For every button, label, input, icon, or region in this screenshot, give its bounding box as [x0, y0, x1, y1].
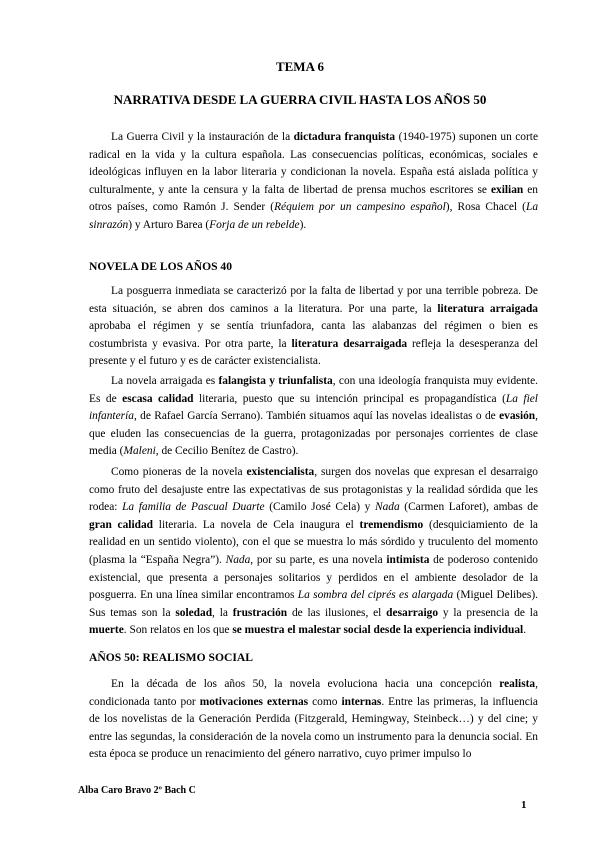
- bold-text: exilian: [490, 183, 524, 196]
- intro-paragraph: [89, 129, 538, 235]
- text-run: literaria. La novela de Cela inaugura el: [153, 518, 360, 531]
- text-run: La posguerra inmediata se caracterizó por la falta de libertad y por una terrible pobreza. De esta situación, se abren dos caminos a la literatura. Por una parte, la: [89, 285, 538, 315]
- text-run: . Entre las primeras, la influencia de los novelistas de la Generación Perdida (Fitzgerald, Hemingway, Steinbeck…) y del cine; y entre las segundas, la consideración de la novela como un instrumento para la denuncia social. En esta época se produce un renacimiento del género narrativo, cuyo primer impulso lo: [89, 695, 538, 761]
- page-number: 1: [521, 799, 527, 811]
- bold-text: muerte: [89, 624, 124, 637]
- italic-text: Nada: [374, 501, 400, 514]
- bold-text: se muestra el malestar social desde la experiencia individual: [232, 624, 524, 637]
- text-run: , que eluden las consecuencias de la guerra, protagonizadas por personajes corrientes de clase media (: [89, 410, 538, 458]
- text-run: de poderoso contenido existencial, que presenta a personajes solitarios y perdidos en el ambiente desolador de la posguerra. En una línea similar encontramos: [89, 553, 538, 602]
- bold-text: gran calidad: [89, 518, 154, 531]
- text-run: La Guerra Civil y la instauración de la: [111, 131, 294, 143]
- paragraph-realismo-social: [89, 676, 538, 764]
- text-run: La novela arraigada es: [111, 375, 219, 387]
- bold-text: realista: [499, 678, 536, 690]
- text-run: , de Rafael García Serrano). También situamos aquí las novelas idealistas o de: [133, 410, 500, 423]
- paragraph-posguerra: [89, 283, 538, 371]
- text-run: literaria, puesto que su intención principal es propagandística (: [193, 392, 506, 405]
- text-run: en otros países, como Ramón J. Sender (: [89, 183, 538, 214]
- text-run: , la: [212, 606, 233, 619]
- text-run: como: [308, 695, 342, 708]
- text-run: (Miguel Delibes). Sus temas son la: [89, 589, 538, 619]
- bold-text: dictadura franquista: [293, 131, 396, 143]
- text-run: (Carmen Laforet), ambas de: [399, 501, 538, 514]
- text-run: .: [523, 624, 527, 637]
- text-run: . Son relatos en los que: [123, 624, 233, 637]
- bold-text: intimista: [386, 553, 430, 566]
- text-run: En la década de los años 50, la novela evoluciona hacia una concepción: [111, 678, 500, 690]
- text-run: , con una ideología franquista muy evidente. Es de: [89, 375, 538, 405]
- italic-text: La familia de Pascual Duarte: [122, 501, 265, 514]
- text-run: aprobaba el régimen y se sentía triunfadora, canta las alabanzas del régimen o bien es costumbrista y evasiva. Por otra parte, la: [89, 320, 538, 350]
- italic-text: Maleni: [123, 445, 156, 458]
- italic-text: Réquiem por un campesino español: [274, 201, 446, 214]
- topic-number: TEMA 6: [275, 59, 325, 74]
- italic-text: La sombra del ciprés es alargada: [297, 589, 454, 602]
- bold-text: evasión: [499, 410, 536, 423]
- paragraph-existencialista: [89, 464, 538, 640]
- section-heading-40s: NOVELA DE LOS AÑOS 40: [89, 260, 233, 273]
- text-run: , de Cecilio Benítez de Castro).: [155, 445, 299, 458]
- text-run: , surgen dos novelas que expresan el desarraigo como fruto del desajuste entre las expectativas de sus protagonistas y la realidad sórdida que les rodea:: [89, 466, 538, 514]
- paragraph-novela-arraigada: [89, 373, 538, 461]
- text-run: ), Rosa Chacel (: [445, 201, 526, 214]
- text-run: , condicionada tanto por: [89, 678, 538, 708]
- text-run: ).: [299, 218, 307, 231]
- text-run: y la presencia de la: [438, 606, 538, 619]
- text-run: (1940-1975) suponen un corte radical en la vida y la cultura española. Las consecuencias políticas, económicas, sociales e ideológicas influyen en la labor literaria y condicionan la novela. España está aislada política y culturalmente, y ante la censura y la falta de libertad de prensa muchos escritores se: [89, 131, 539, 196]
- footer-author: Alba Caro Bravo 2º Bach C: [78, 785, 196, 796]
- italic-text: La fiel infantería: [89, 392, 538, 423]
- text-run: ) y Arturo Barea (: [128, 218, 210, 231]
- bold-text: desarraigo: [386, 606, 439, 619]
- text-run: (desquiciamiento de la realidad en un sentido violento), con el que se muestra lo más sórdido y truculento del momento (plasma la “España Negra”).: [89, 518, 538, 566]
- bold-text: existencialista: [246, 466, 315, 478]
- bold-text: frustración: [232, 606, 288, 619]
- bold-text: literatura desarraigada: [291, 337, 408, 350]
- text-run: , por su parte, es una novela: [250, 553, 387, 566]
- bold-text: tremendismo: [359, 518, 424, 531]
- italic-text: La sinrazón: [89, 201, 539, 231]
- bold-text: soledad: [175, 606, 213, 619]
- bold-text: internas: [341, 695, 382, 708]
- text-run: (Camilo José Cela) y: [264, 501, 375, 514]
- bold-text: falangista y triunfalista: [218, 375, 333, 387]
- bold-text: escasa calidad: [122, 392, 194, 405]
- bold-text: literatura arraigada: [437, 302, 538, 315]
- italic-text: Forja de un rebelde: [209, 218, 300, 231]
- text-run: Como pioneras de la novela: [111, 466, 247, 478]
- italic-text: Nada: [225, 553, 251, 566]
- bold-text: motivaciones externas: [199, 695, 309, 708]
- document-title: NARRATIVA DESDE LA GUERRA CIVIL HASTA LOS AÑOS 50: [113, 92, 487, 107]
- section-heading-50s: AÑOS 50: REALISMO SOCIAL: [89, 651, 253, 664]
- text-run: de las ilusiones, el: [287, 606, 387, 619]
- text-run: refleja la desesperanza del presente y el futuro y es de carácter existencialista.: [89, 337, 538, 368]
